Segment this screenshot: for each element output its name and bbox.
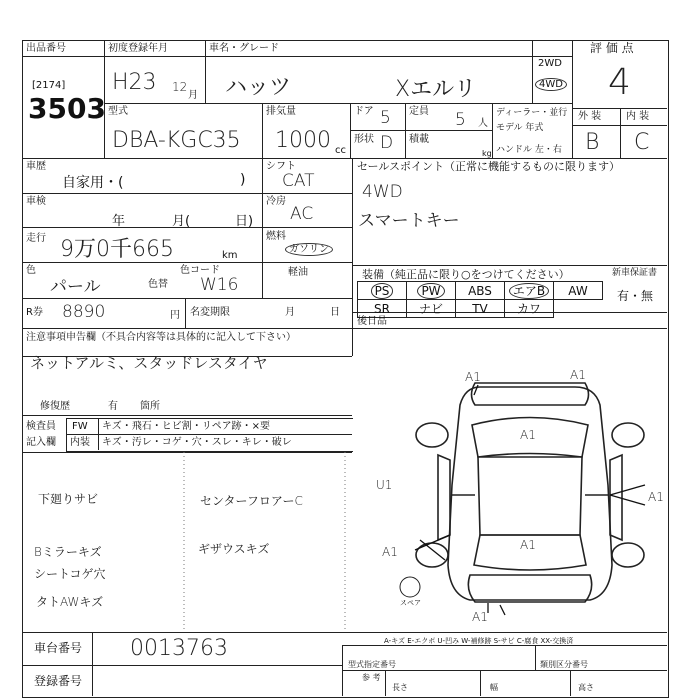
reg-month: 12 bbox=[172, 80, 188, 94]
displacement-label: 排気量 bbox=[266, 106, 296, 117]
equip-aw: AW bbox=[554, 282, 603, 300]
equip-leather: カワ bbox=[505, 300, 554, 318]
approval-label: 型式指定番号 bbox=[348, 660, 396, 669]
length-label: 長さ bbox=[392, 683, 408, 692]
car-grade: Xエルリ bbox=[395, 77, 477, 102]
color-tone-label: 色替 bbox=[148, 279, 168, 290]
diagram-mark-hood: A1 bbox=[520, 428, 536, 442]
comment-seat: シートコゲ穴 bbox=[34, 567, 106, 581]
model-code: DBA-KGC35 bbox=[112, 128, 241, 153]
shift-label: シフト bbox=[266, 161, 296, 172]
ref-label: 参 考 bbox=[362, 673, 381, 682]
doors: 5 bbox=[380, 108, 391, 128]
recycle-value: 8890 bbox=[62, 302, 106, 322]
exterior-label: 外 装 bbox=[578, 111, 602, 122]
repair-value: 有 bbox=[108, 401, 118, 412]
deadline-month: 月 bbox=[285, 307, 295, 318]
inspector-label-1: 検査員 bbox=[26, 421, 56, 432]
interior-items-label: 内装 bbox=[70, 437, 90, 448]
sales-point-1: 4WD bbox=[362, 182, 403, 202]
diagram-mark-left: U1 bbox=[376, 478, 393, 492]
drive-4wd-circled: 4WD bbox=[535, 78, 567, 91]
shape: D bbox=[380, 133, 394, 153]
damage-mark-right bbox=[610, 485, 645, 505]
equip-ps: PS bbox=[371, 283, 394, 299]
inspection-month: 月( bbox=[172, 214, 191, 229]
overall-score: 4 bbox=[608, 62, 631, 103]
lot-small-number: [2174] bbox=[32, 80, 66, 91]
equipment-label: 装備（純正品に限り○をつけてください） bbox=[362, 268, 570, 281]
diagram-mark-rear: A1 bbox=[472, 610, 488, 624]
diagram-mark-front-left: A1 bbox=[465, 370, 481, 384]
roof bbox=[478, 457, 582, 535]
warranty-label: 新車保証書 bbox=[612, 268, 658, 278]
chassis-number: 0013763 bbox=[130, 636, 228, 661]
interior-items: キズ・汚レ・コゲ・穴・スレ・キレ・破レ bbox=[102, 437, 292, 448]
aircon-label: 冷房 bbox=[266, 196, 286, 207]
reg-era: H23 bbox=[112, 70, 157, 95]
kg-unit: kg bbox=[482, 149, 492, 158]
fuel-label: 燃料 bbox=[266, 231, 286, 242]
registration-label: 登録番号 bbox=[34, 674, 83, 688]
wheel-front-right bbox=[612, 423, 644, 447]
equip-airbag: エアB bbox=[509, 283, 549, 299]
comment-glass: ギザウスキズ bbox=[198, 542, 270, 556]
doors-label: ドア bbox=[354, 106, 374, 117]
aftermarket-label: 後日品 bbox=[357, 316, 387, 327]
color-code: W16 bbox=[200, 275, 239, 295]
equip-navi: ナビ bbox=[407, 300, 456, 318]
shift-value: CAT bbox=[282, 171, 315, 191]
fuel-petrol-circled: ガソリン bbox=[285, 243, 333, 256]
interior-label: 内 装 bbox=[626, 111, 650, 122]
height-label: 高さ bbox=[578, 683, 594, 692]
diagram-mark-front-right: A1 bbox=[570, 368, 586, 382]
car-name: ハッツ bbox=[225, 75, 292, 100]
recycle-unit: 円 bbox=[170, 310, 180, 321]
repair-place: 箇所 bbox=[140, 401, 160, 412]
notes-text: ネットアルミ、スタッドレスタイヤ bbox=[30, 354, 268, 372]
fuel-light-oil: 軽油 bbox=[288, 267, 308, 278]
fw-label: FW bbox=[72, 421, 88, 432]
comment-underbody: 下廻りサビ bbox=[38, 492, 99, 506]
inspection-year: 年 bbox=[112, 214, 126, 229]
model-grade-label: 車名・グレード bbox=[209, 43, 279, 54]
aircon-value: AC bbox=[290, 204, 314, 224]
comment-mirror: Bミラーキズ bbox=[34, 545, 102, 559]
handle-label: ハンドル 左・右 bbox=[496, 145, 562, 155]
model-code-label: 型式 bbox=[108, 106, 128, 117]
sales-points-label: セールスポイント（正常に機能するものに限ります） bbox=[357, 160, 621, 173]
diagram-mark-right: A1 bbox=[648, 490, 664, 504]
spare-tire bbox=[400, 577, 420, 597]
color-value: パール bbox=[50, 277, 101, 297]
width-label: 幅 bbox=[490, 683, 498, 692]
fw-items: キズ・飛石・ヒビ割・リペア跡・×要 bbox=[102, 421, 270, 432]
mileage-value: 9万0千665 bbox=[60, 237, 174, 262]
wheel-rear-left bbox=[416, 543, 448, 567]
history-value: 自家用・( bbox=[62, 175, 124, 191]
car-body-outline bbox=[448, 387, 612, 600]
lot-number: 3503 bbox=[28, 92, 106, 125]
equipment-table bbox=[357, 281, 603, 318]
deadline-label: 名変期限 bbox=[190, 307, 230, 318]
capacity-label: 定員 bbox=[409, 106, 429, 117]
color-label: 色 bbox=[26, 265, 36, 276]
grade-label: 評 価 点 bbox=[590, 41, 634, 55]
reg-month-unit: 月 bbox=[188, 90, 198, 101]
diagram-mark-rear-left: A1 bbox=[382, 545, 398, 559]
dealer-label: ディーラー・並行 bbox=[496, 108, 568, 118]
comment-center-floor: センターフロアーC bbox=[200, 494, 303, 508]
recycle-label: R券 bbox=[26, 307, 43, 318]
warranty-value: 有・無 bbox=[617, 289, 654, 303]
first-reg-label: 初度登録年月 bbox=[108, 43, 168, 54]
cc-unit: cc bbox=[335, 145, 346, 156]
inspector-label-2: 記入欄 bbox=[26, 437, 56, 448]
comment-aw: タトAWキズ bbox=[36, 595, 104, 609]
inspection-day: 日) bbox=[235, 214, 254, 229]
car-diagram bbox=[380, 365, 665, 630]
dotted-guides bbox=[180, 452, 350, 632]
notes-label: 注意事項申告欄（不具合内容等は具体的に記入して下さい） bbox=[26, 332, 296, 343]
wheel-rear-right bbox=[612, 543, 644, 567]
repair-label: 修復歴 bbox=[40, 401, 70, 412]
equip-abs: ABS bbox=[456, 282, 505, 300]
displacement: 1000 bbox=[275, 128, 331, 153]
damage-mark-rear bbox=[488, 603, 505, 615]
sales-point-2: スマートキー bbox=[358, 211, 460, 231]
equip-sr: SR bbox=[358, 300, 407, 318]
chassis-label: 車台番号 bbox=[34, 641, 83, 655]
load-label: 積載 bbox=[409, 134, 429, 145]
mileage-unit: km bbox=[222, 250, 238, 261]
deadline-day: 日 bbox=[330, 307, 340, 318]
model-year-label: モデル 年式 bbox=[496, 123, 544, 133]
exterior-score: B bbox=[585, 130, 600, 155]
equip-pw: PW bbox=[417, 283, 444, 299]
left-side-panel bbox=[438, 455, 450, 540]
capacity: 5 bbox=[455, 110, 466, 130]
damage-mark-front bbox=[474, 385, 478, 395]
history-label: 車歴 bbox=[26, 161, 46, 172]
rear-bumper bbox=[468, 575, 591, 602]
history-close: ) bbox=[240, 172, 246, 188]
class-label: 類別区分番号 bbox=[540, 660, 588, 669]
equip-tv: TV bbox=[456, 300, 505, 318]
interior-score: C bbox=[634, 130, 650, 155]
damage-legend: A-キズ E-エクボ U-凹み W-補修跡 S-サビ C-腐食 XX-交換済 bbox=[384, 637, 574, 645]
color-code-label: 色コード bbox=[180, 265, 220, 276]
wheel-front-left bbox=[416, 423, 448, 447]
shape-label: 形状 bbox=[354, 134, 374, 145]
spare-label: スペア bbox=[400, 599, 421, 607]
diagram-mark-rear-center: A1 bbox=[520, 538, 536, 552]
inspection-label: 車検 bbox=[26, 196, 46, 207]
mileage-label: 走行 bbox=[26, 233, 46, 244]
lot-no-label: 出品番号 bbox=[26, 43, 66, 54]
person-unit: 人 bbox=[478, 118, 488, 129]
drive-2wd-label: 2WD bbox=[538, 58, 562, 69]
